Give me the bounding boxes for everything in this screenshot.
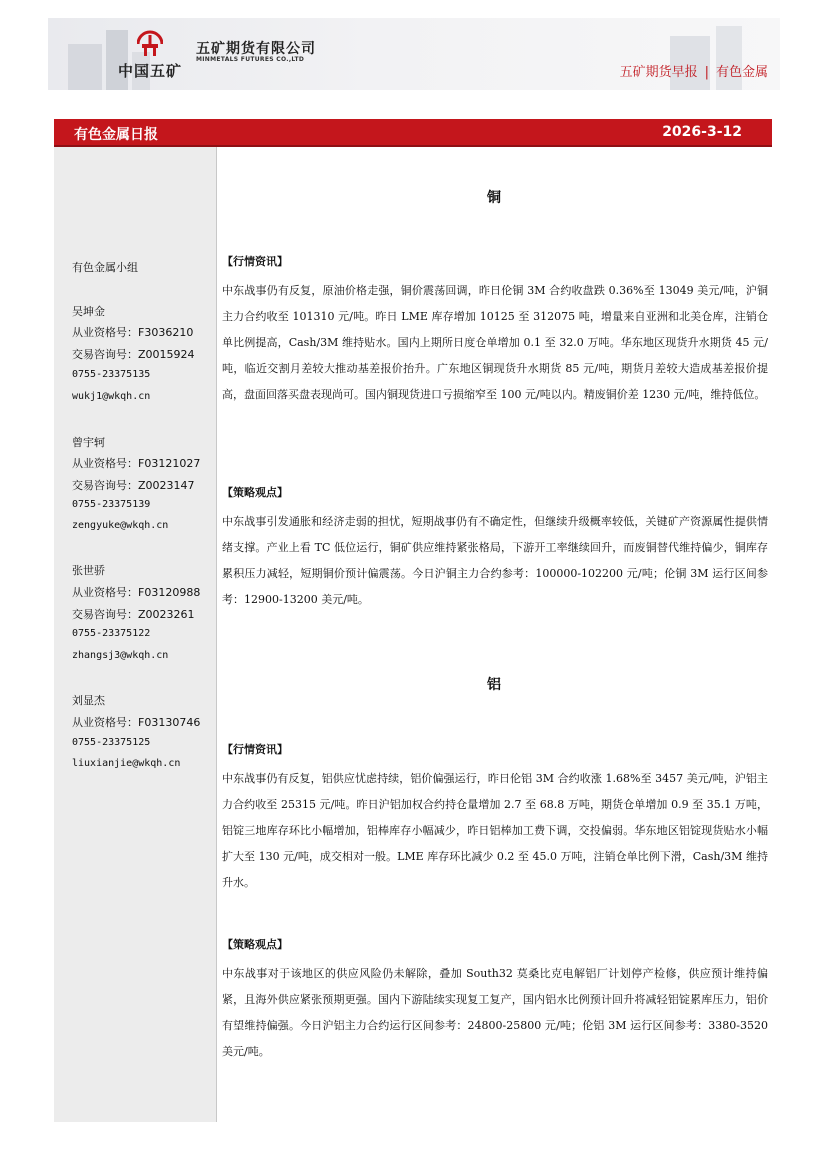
report-title: 有色金属日报 <box>74 127 158 143</box>
analyst-email[interactable]: zhangsj3@wkqh.cn <box>72 650 169 661</box>
team-name: 有色金属小组 <box>72 261 138 274</box>
aluminum-strategy-text: 中东战事对于该地区的供应风险仍未解除，叠加 South32 莫桑比克电解铝厂计划停产检修，供应预计维持偏紧，且海外供应紧张预期更强。国内下游陆续实现复工复产，国内铝水比例预计回升将减轻铝锭累库压力，铝价有望维持偏强。今日沪铝主力合约运行区间参考：24800-25800 元/吨；伦铝 3M 运行区间参考：3380-3520 美元/吨。 <box>222 967 768 1058</box>
minmetals-logo-icon <box>137 27 163 57</box>
analyst-name: 曾宇轲 <box>72 436 105 449</box>
section-title-copper: 铜 <box>487 190 501 206</box>
analyst-name: 刘显杰 <box>72 694 105 707</box>
report-name: 五矿期货早报 <box>619 65 698 80</box>
analyst-license: 从业资格号：F03121027 <box>72 457 201 470</box>
analyst-consult-id: 交易咨询号：Z0023261 <box>72 608 195 621</box>
analyst-phone: 0755-23375122 <box>72 628 151 639</box>
report-header-label <box>620 61 768 80</box>
report-category: 有色金属 <box>715 65 768 80</box>
building-graphic <box>68 44 102 90</box>
analyst-name: 张世骄 <box>72 564 105 577</box>
building-graphic <box>716 26 742 90</box>
separator: | <box>704 65 709 80</box>
title-bar <box>54 119 772 147</box>
report-date: 2026-3-12 <box>662 124 742 140</box>
analyst-license: 从业资格号：F3036210 <box>72 326 194 339</box>
copper-strategy-text: 中东战事引发通胀和经济走弱的担忧，短期战事仍有不确定性，但继续升级概率较低，关键矿产资源属性提供情绪支撑。产业上看 TC 低位运行，铜矿供应维持紧张格局，下游开工率继续回升，而废铜替代维持偏少，铜库存累积压力减轻，短期铜价预计偏震荡。今日沪铜主力合约参考：100000-102200 元/吨；伦铜 3M 运行区间参考：12900-13200 美元/吨。 <box>222 515 768 606</box>
analyst-phone: 0755-23375135 <box>72 369 151 380</box>
analyst-license: 从业资格号：F03130746 <box>72 716 201 729</box>
analyst-email[interactable]: wukj1@wkqh.cn <box>72 391 151 402</box>
analyst-email[interactable]: zengyuke@wkqh.cn <box>72 520 169 531</box>
market-info-tag: 【行情资讯】 <box>222 255 288 268</box>
analyst-email[interactable]: liuxianjie@wkqh.cn <box>72 758 181 769</box>
analyst-phone: 0755-23375125 <box>72 737 151 748</box>
logo-text: 中国五矿 <box>118 62 183 80</box>
strategy-tag: 【策略观点】 <box>222 938 288 951</box>
company-name-en: MINMETALS FUTURES CO.,LTD <box>196 56 305 63</box>
company-name-cn: 五矿期货有限公司 <box>196 41 316 57</box>
analyst-consult-id: 交易咨询号：Z0015924 <box>72 348 195 361</box>
copper-market-text: 中东战事仍有反复，原油价格走强，铜价震荡回调，昨日伦铜 3M 合约收盘跌 0.36%至 13049 美元/吨，沪铜主力合约收至 101310 元/吨。昨日 LME 库存增加 10125 至 312075 吨，增量来自亚洲和北美仓库，注销仓单比例提高，Cash/3M 维持贴水。国内上期所日度仓单增加 0.1 至 32.0 万吨。华东地区现货升水期货 45 元/吨，临近交割月差较大推动基差报价抬升。广东地区铜现货升水期货 85 元/吨，期货月差较大造成基差报价提高，盘面回落买盘表现尚可。国内铜现货进口亏损缩窄至 100 元/吨以内。精废铜价差 1230 元/吨，维持低位。 <box>222 284 768 401</box>
aluminum-market-text: 中东战事仍有反复，铝供应忧虑持续，铝价偏强运行，昨日伦铝 3M 合约收涨 1.68%至 3457 美元/吨，沪铝主力合约收至 25315 元/吨。昨日沪铝加权合约持仓量增加 2.7 至 68.8 万吨，期货仓单增加 0.9 至 35.1 万吨，铝锭三地库存环比小幅增加，铝棒库存小幅减少，昨日铝棒加工费下调，交投偏弱。华东地区铝锭现货贴水小幅扩大至 130 元/吨，成交相对一般。LME 库存环比减少 0.2 至 45.0 万吨，注销仓单比例下滑，Cash/3M 维持升水。 <box>222 772 768 889</box>
strategy-tag: 【策略观点】 <box>222 486 288 499</box>
analyst-name: 吴坤金 <box>72 305 105 318</box>
section-title-aluminum: 铝 <box>487 677 501 693</box>
analyst-license: 从业资格号：F03120988 <box>72 586 201 599</box>
market-info-tag: 【行情资讯】 <box>222 743 288 756</box>
analyst-phone: 0755-23375139 <box>72 499 151 510</box>
analyst-consult-id: 交易咨询号：Z0023147 <box>72 479 195 492</box>
